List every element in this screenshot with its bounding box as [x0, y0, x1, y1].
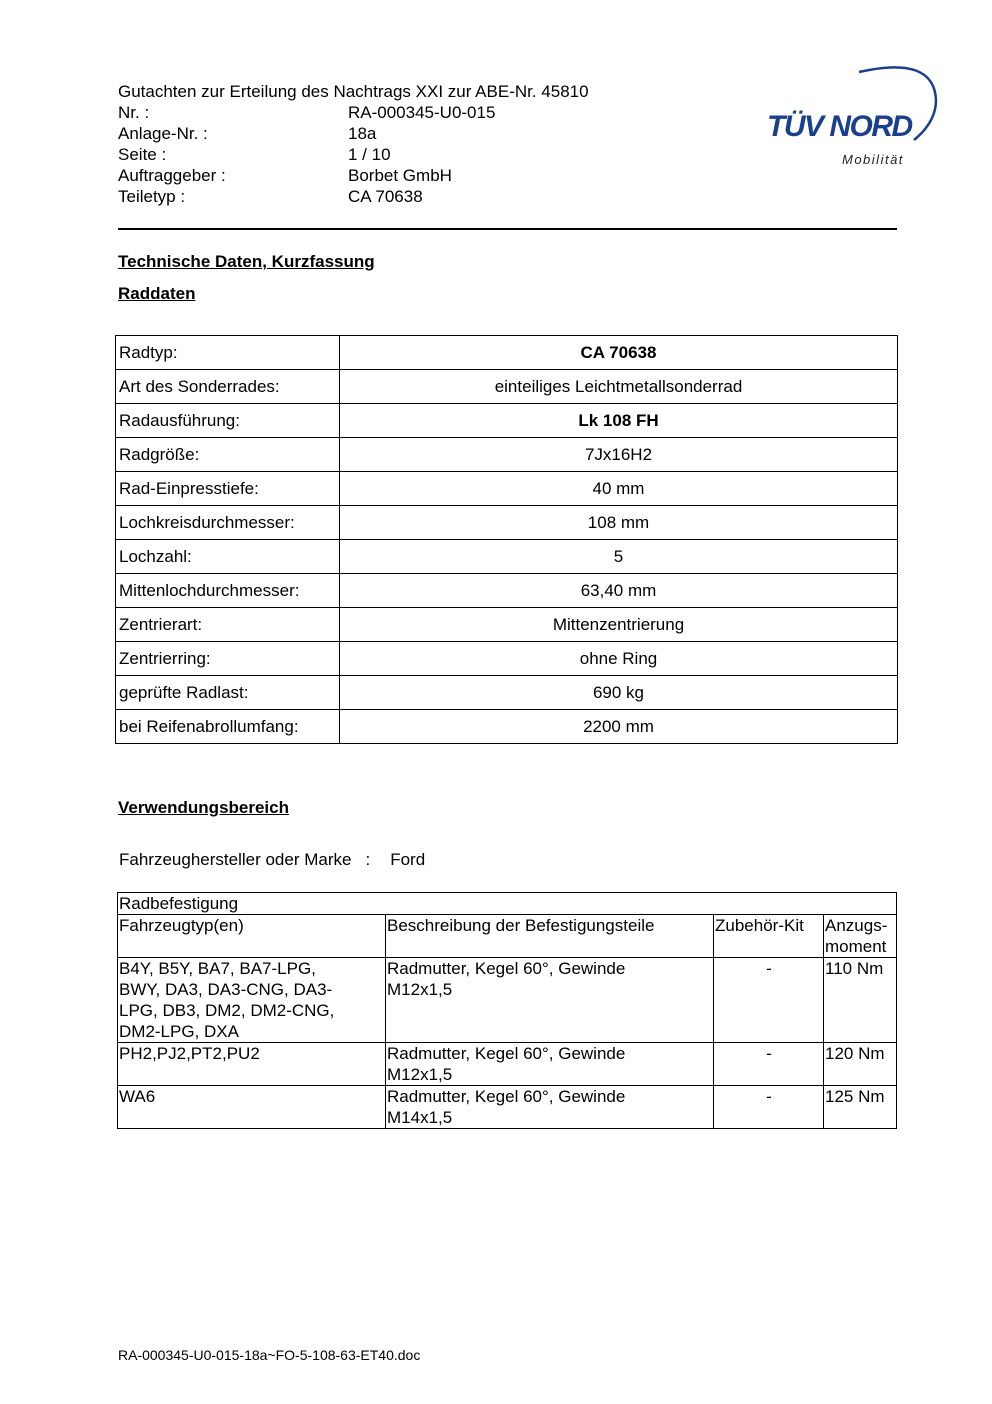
- row-value: Lk 108 FH: [340, 404, 898, 438]
- footer-filename: RA-000345-U0-015-18a~FO-5-108-63-ET40.doc: [118, 1347, 421, 1363]
- meta-key: Auftraggeber :: [118, 166, 226, 185]
- section-title: Verwendungsbereich: [118, 798, 289, 817]
- row-value: 690 kg: [340, 676, 898, 710]
- row-label: Radausführung:: [116, 404, 340, 438]
- cell-vehicle-types: B4Y, B5Y, BA7, BA7-LPG, BWY, DA3, DA3-CNG, DA3- LPG, DB3, DM2, DM2-CNG, DM2-LPG, DXA: [118, 958, 386, 1043]
- cell-description: Radmutter, Kegel 60°, Gewinde M12x1,5: [386, 1043, 714, 1086]
- row-label: bei Reifenabrollumfang:: [116, 710, 340, 744]
- row-label: Zentrierart:: [116, 608, 340, 642]
- row-value: ohne Ring: [340, 642, 898, 676]
- column-header: Fahrzeugtyp(en): [118, 915, 386, 958]
- logo-subtitle: Mobilität: [842, 152, 904, 167]
- cell-description: Radmutter, Kegel 60°, Gewinde M12x1,5: [386, 958, 714, 1043]
- row-value: 2200 mm: [340, 710, 898, 744]
- column-header: Anzugs- moment: [824, 915, 897, 958]
- meta-row-seite: [118, 144, 589, 165]
- cell-description: Radmutter, Kegel 60°, Gewinde M14x1,5: [386, 1086, 714, 1129]
- table-row: [116, 574, 898, 608]
- table-row: [116, 438, 898, 472]
- meta-key: Seite :: [118, 145, 167, 164]
- meta-row-nr: [118, 102, 589, 123]
- column-header: Beschreibung der Befestigungsteile: [386, 915, 714, 958]
- row-value: 108 mm: [340, 506, 898, 540]
- meta-row-teiletyp: [118, 186, 589, 207]
- meta-key: Anlage-Nr. :: [118, 124, 208, 143]
- manufacturer-label: Fahrzeughersteller oder Marke: [119, 850, 352, 869]
- logo-brand: TÜV NORD: [767, 110, 912, 143]
- table-row: [116, 710, 898, 744]
- cell-vehicle-types: PH2,PJ2,PT2,PU2: [118, 1043, 386, 1086]
- table-row: [116, 676, 898, 710]
- document-header: [118, 81, 589, 207]
- row-label: geprüfte Radlast:: [116, 676, 340, 710]
- manufacturer-line: [119, 850, 425, 870]
- row-label: Lochzahl:: [116, 540, 340, 574]
- document-title: Gutachten zur Erteilung des Nachtrags XXI zur ABE-Nr. 45810: [118, 82, 589, 101]
- meta-row-auftraggeber: [118, 165, 589, 186]
- meta-row-anlage: [118, 123, 589, 144]
- cell-kit: -: [714, 1043, 824, 1086]
- raddaten-table: [115, 335, 898, 744]
- table-row: [116, 608, 898, 642]
- meta-value: Borbet GmbH: [348, 166, 452, 185]
- section-title: Technische Daten, Kurzfassung: [118, 252, 375, 271]
- row-value: CA 70638: [340, 336, 898, 370]
- section-subtitle: Raddaten: [118, 284, 196, 303]
- cell-kit: -: [714, 1086, 824, 1129]
- tuv-nord-logo: [764, 60, 944, 172]
- row-label: Mittenlochdurchmesser:: [116, 574, 340, 608]
- manufacturer-value: Ford: [390, 850, 426, 869]
- row-label: Radtyp:: [116, 336, 340, 370]
- meta-key: Teiletyp :: [118, 187, 186, 206]
- row-value: 63,40 mm: [340, 574, 898, 608]
- cell-vehicle-types: WA6: [118, 1086, 386, 1129]
- row-value: einteiliges Leichtmetallsonderrad: [340, 370, 898, 404]
- header-divider: [118, 228, 897, 230]
- meta-value: CA 70638: [348, 187, 423, 206]
- cell-kit: -: [714, 958, 824, 1043]
- table-row: [118, 1086, 897, 1129]
- manufacturer-separator: :: [365, 850, 371, 869]
- table-caption: Radbefestigung: [118, 893, 897, 915]
- table-row: [118, 958, 897, 1043]
- row-value: 40 mm: [340, 472, 898, 506]
- radbefestigung-table: [117, 892, 897, 1129]
- table-row: [116, 642, 898, 676]
- cell-torque: 125 Nm: [824, 1086, 897, 1129]
- row-value: Mittenzentrierung: [340, 608, 898, 642]
- row-label: Rad-Einpresstiefe:: [116, 472, 340, 506]
- table-row: [118, 1043, 897, 1086]
- cell-torque: 120 Nm: [824, 1043, 897, 1086]
- table-row: [116, 336, 898, 370]
- meta-key: Nr. :: [118, 103, 150, 122]
- row-label: Lochkreisdurchmesser:: [116, 506, 340, 540]
- table-row: [116, 540, 898, 574]
- table-row: [116, 472, 898, 506]
- row-value: 7Jx16H2: [340, 438, 898, 472]
- table-row: [116, 404, 898, 438]
- row-label: Radgröße:: [116, 438, 340, 472]
- meta-value: 18a: [348, 124, 377, 143]
- row-value: 5: [340, 540, 898, 574]
- table-row: [116, 370, 898, 404]
- row-label: Art des Sonderrades:: [116, 370, 340, 404]
- table-caption-row: [118, 893, 897, 915]
- cell-torque: 110 Nm: [824, 958, 897, 1043]
- meta-value: RA-000345-U0-015: [348, 103, 496, 122]
- table-row: [116, 506, 898, 540]
- column-header: Zubehör-Kit: [714, 915, 824, 958]
- row-label: Zentrierring:: [116, 642, 340, 676]
- table-header-row: [118, 915, 897, 958]
- meta-value: 1 / 10: [348, 145, 391, 164]
